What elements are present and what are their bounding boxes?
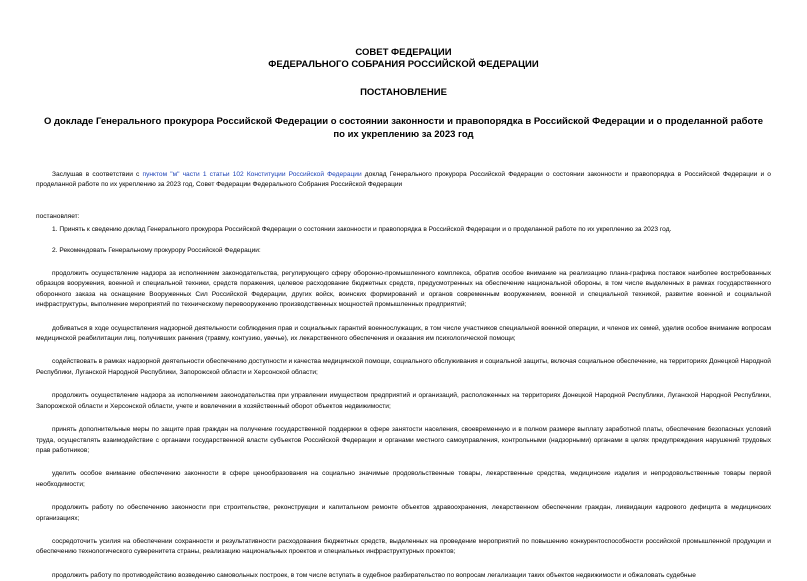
recommendation-6: уделить особое внимание обеспечению законности в сфере ценообразования на социально значимые продовольственные товары, лекарственные средства, медицинские изделия и непродовольственные товары первой необходимости; (36, 470, 771, 488)
resolved-label: постановляет: (36, 212, 80, 220)
recommendation-5: принять дополнительные меры по защите прав граждан на получение государственной поддержки в сфере занятости населения, своевременную и в полном размере выплату заработной платы, обеспечение безопасных условий труда, осуществлять взаимодействие с органами государственной власти субъектов Российской Федерации и органами местного самоуправления, контрольными (надзорными) органами в целях предупреждения нарушений трудовых прав работников; (36, 426, 771, 454)
recommendation-2: добиваться в ходе осуществления надзорной деятельности соблюдения прав и социальных гарантий военнослужащих, в том числе участников специальной военной операции, и членов их семей, уделив особое внимание вопросам медицинской реабилитации лиц, получивших ранения (травму, контузию, увечье), их лекарственного обеспечения и оказания им психологической помощи; (36, 324, 771, 343)
recommendation-7: продолжить работу по обеспечению законности при строительстве, реконструкции и капитальном ремонте объектов здравоохранения, лекарственном обеспечении граждан, ликвидации кадрового дефицита в медицинских организациях; (36, 504, 771, 522)
org-line-1: СОВЕТ ФЕДЕРАЦИИ (355, 47, 452, 58)
intro-paragraph (36, 170, 771, 191)
recommendation-9: продолжить работу по противодействию возведению самовольных построек, в том числе вступать в судебное разбирательство по вопросам легализации таких объектов недвижимости и обжаловать судебные (52, 571, 696, 579)
document-title: О докладе Генерального прокурора Российской Федерации о состоянии законности и правопорядка в Российской Федерации и о проделанной работе по их укреплению за 2023 год (43, 116, 764, 140)
item-1: 1. Принять к сведению доклад Генерального прокурора Российской Федерации о состоянии законности и правопорядка в Российской Федерации и о проделанной работе по их укреплению за 2023 год. (52, 226, 672, 234)
recommendation-4: продолжить осуществление надзора за исполнением законодательства при управлении имуществом предприятий и организаций, расположенных на территориях Донецкой Народной Республики, Луганской Народной Республики, Запорожской области и Херсонской области, учете и вовлечении в хозяйственный оборот объектов недвижимости; (36, 392, 771, 410)
intro-prefix: Заслушав в соответствии с (52, 171, 143, 178)
org-line-2: ФЕДЕРАЛЬНОГО СОБРАНИЯ РОССИЙСКОЙ ФЕДЕРАЦИИ (268, 59, 539, 70)
recommendation-8: сосредоточить усилия на обеспечении сохранности и результативности расходования бюджетных средств, выделенных на проведение мероприятий по повышению конкурентоспособности российской промышленной продукции и обеспечению технологического суверенитета страны, реализацию национальных проектов и специальных инфраструктурных проектов; (36, 537, 771, 556)
item-2: 2. Рекомендовать Генеральному прокурору Российской Федерации: (52, 246, 261, 254)
intro-suffix: доклад Генерального прокурора Российской Федерации о состоянии законности и правопорядка в Российской Федерации и о проделанной работе по их укреплению за 2023 год, Совет Федерации Федерального Собрания Российской Федерации (36, 171, 771, 189)
recommendation-1: продолжить осуществление надзора за исполнением законодательства, регулирующего сферу оборонно-промышленного комплекса, обратив особое внимание на реализацию плана-графика поставок наиболее востребованных образцов вооружения, военной и специальной техники, средств поражения, целевое расходование бюджетных средств, предусмотренных на обеспечение национальной обороны, в том числе выделенных в рамках государственного оборонного заказа на оснащение Вооруженных Сил Российской Федерации, других войск, воинских формирований и органов современным вооружением, военной и специальной техникой, развитие военной и социальной инфраструктуры, выполнение мероприятий по техническому перевооружению производственных мощностей промышленных предприятий; (36, 270, 771, 309)
recommendation-3: содействовать в рамках надзорной деятельности обеспечению доступности и качества медицинской помощи, социального обслуживания и социальной защиты, включая социальное обеспечение, на территориях Донецкой Народной Республики, Луганской Народной Республики, Запорожской области и Херсонской области; (36, 358, 771, 376)
constitution-link[interactable]: пунктом "м" части 1 статьи 102 Конституции Российской Федерации (142, 171, 362, 178)
doc-type-heading: ПОСТАНОВЛЕНИЕ (360, 87, 447, 98)
document-page (36, 0, 771, 581)
